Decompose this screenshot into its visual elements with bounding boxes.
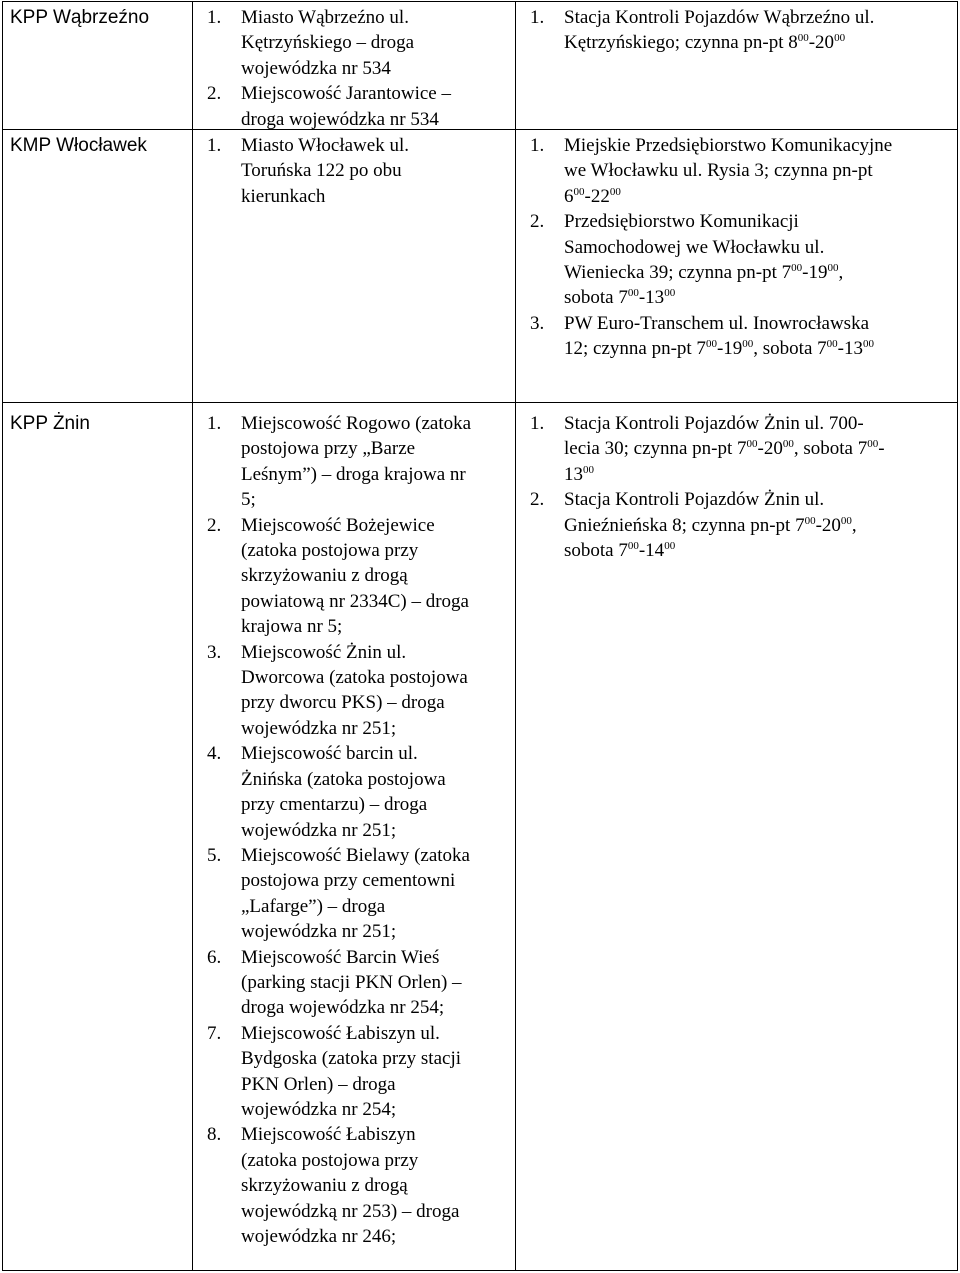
list-item: 3. Miejscowość Żnin ul. Dworcowa (zatoka postojowa przy dworcu PKS) – droga wojewódzka nr 251; — [207, 641, 468, 739]
stations-list — [530, 411, 950, 563]
list-item: 5. Miejscowość Bielawy (zatoka postojowa przy cementowni „Lafarge”) – droga wojewódzka nr 251; — [207, 844, 470, 943]
list-item: 1. Stacja Kontroli Pojazdów Wąbrzeźno ul. Kętrzyńskiego; czynna pn-pt $8^{00}-20^{00}$ — [530, 7, 875, 54]
unit-name: KPP Żnin — [10, 413, 90, 434]
stations-list — [530, 5, 950, 56]
unit-name: KPP Wąbrzeźno — [10, 7, 150, 28]
locations-list — [207, 5, 507, 132]
unit-name: KMP Włocławek — [10, 135, 147, 156]
list-item: 2. Przedsiębiorstwo Komunikacji Samochodowej we Włocławku ul. Wieniecka 39; czynna pn-pt $7^{00}-19^{00}$, sobota $7^{00}-13^{00}$ — [530, 211, 844, 309]
column-divider — [192, 2, 193, 1270]
list-item: 4. Miejscowość barcin ul. Żnińska (zatoka postojowa przy cmentarzu) – droga wojewódzka nr 251; — [207, 743, 446, 841]
list-item: 7. Miejscowość Łabiszyn ul. Bydgoska (zatoka przy stacji PKN Orlen) – droga wojewódzka nr 254; — [207, 1022, 462, 1120]
row-divider — [3, 402, 957, 403]
list-item: 1. Miejskie Przedsiębiorstwo Komunikacyjne we Włocławku ul. Rysia 3; czynna pn-pt $6^{00}-22^{00}$ — [530, 135, 893, 207]
column-divider — [515, 2, 516, 1270]
list-item: 6. Miejscowość Barcin Wieś (parking stacji PKN Orlen) – droga wojewódzka nr 254; — [207, 946, 462, 1019]
locations-list — [207, 411, 507, 1249]
list-item: 1. Miasto Włocławek ul. Toruńska 122 po obu kierunkach — [207, 135, 409, 207]
list-item: 1. Miejscowość Rogowo (zatoka postojowa przy „Barze Leśnym”) – droga krajowa nr 5; — [207, 413, 472, 511]
list-item: 2. Stacja Kontroli Pojazdów Żnin ul. Gnieźnieńska 8; czynna pn-pt $7^{00}-20^{00}$, sobota $7^{00}-14^{00}$ — [530, 489, 857, 562]
list-item: 2. Miejscowość Jarantowice – droga wojewódzka nr 534 — [207, 83, 451, 130]
stations-list — [530, 133, 950, 362]
list-item: 8. Miejscowość Łabiszyn (zatoka postojowa przy skrzyżowaniu z drogą wojewódzką nr 253) – droga wojewódzka nr 246; — [207, 1124, 460, 1247]
locations-list — [207, 133, 507, 209]
list-item: 2. Miejscowość Bożejewice (zatoka postojowa przy skrzyżowaniu z drogą powiatową nr 2334C) – droga krajowa nr 5; — [207, 514, 469, 638]
list-item: 1. Miasto Wąbrzeźno ul. Kętrzyńskiego – droga wojewódzka nr 534 — [207, 7, 415, 79]
list-item: 1. Stacja Kontroli Pojazdów Żnin ul. 700- lecia 30; czynna pn-pt $7^{00}-20^{00}$, sobota $7^{00}-$ $13^{00}$ — [530, 413, 885, 485]
list-item: 3. PW Euro-Transchem ul. Inowrocławska 12; czynna pn-pt $7^{00}-19^{00}$, sobota $7^{00}-13^{00}$ — [530, 312, 874, 360]
